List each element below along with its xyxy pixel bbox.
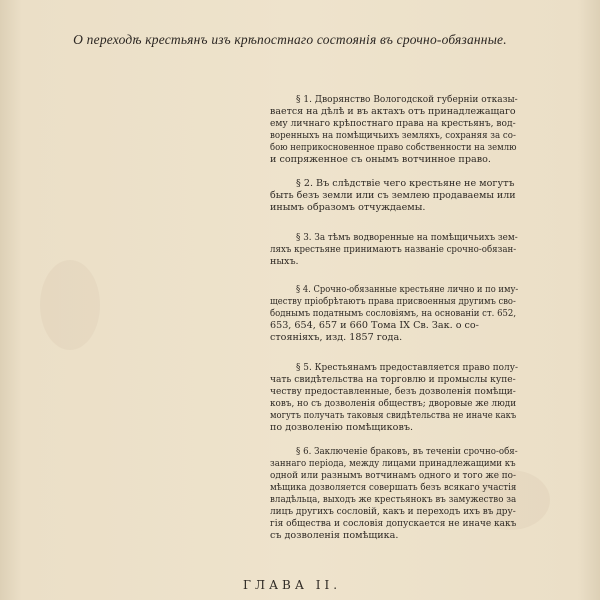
paragraph-line: по дозволенiю помѣщиковъ. (270, 422, 414, 433)
paragraph-line: § 3. За тѣмъ водворенные на помѣщичьихъ зем- (296, 232, 518, 243)
paragraph-line: бою неприкосновенное право собственности на землю (270, 142, 517, 153)
paragraph-line: честву предоставленные, безъ дозволенiя помѣщи- (270, 386, 516, 397)
paragraph-line: стоянiяхъ, изд. 1857 года. (270, 332, 403, 343)
paragraph-line: 653, 654, 657 и 660 Тома IX Св. Зак. о со- (270, 320, 479, 331)
paragraph-line: § 4. Срочно-обязанные крестьяне лично и по иму- (296, 284, 519, 295)
paragraph-line: ему личнаго крѣпостнаго права на крестьянъ, вод- (270, 118, 516, 129)
paper-stain (40, 260, 100, 350)
paragraph-line: гiя общества и сословiя допускается не иначе какъ (270, 518, 517, 529)
paragraph-line: лицъ другихъ сословiй, какъ и переходъ ихъ въ дру- (270, 506, 516, 517)
paragraph-line: ныхъ. (270, 256, 299, 267)
paragraph-line: владѣльца, выходъ же крестьянокъ въ замужество за (270, 494, 517, 505)
paragraph-line: ществу прiобрѣтаютъ права присвоенныя другимъ сво- (270, 296, 516, 307)
paragraph-line: § 1. Дворянство Вологодской губернiи отказы- (296, 94, 518, 105)
paragraph-line: § 5. Крестьянамъ предоставляется право полу- (296, 362, 518, 373)
paragraph-line: и сопряженное съ онымъ вотчинное право. (270, 154, 491, 165)
paragraph-line: могутъ получать таковыя свидѣтельства не иначе какъ (270, 410, 517, 421)
paragraph-line: заннаго перiода, между лицами принадлежащими къ (270, 458, 516, 469)
paragraph-line: ляхъ крестьяне принимаютъ названiе срочно-обязан- (270, 244, 517, 255)
paragraph-line: воренныхъ на помѣщичьихъ земляхъ, сохраняя за со- (270, 130, 516, 141)
paragraph-line: инымъ образомъ отчуждаемы. (270, 202, 426, 213)
paragraph-line: мѣщика дозволяется совершать безъ всякаго участiя (270, 482, 517, 493)
paragraph-line: § 6. Заключенiе браковъ, въ теченiи срочно-обя- (296, 446, 518, 457)
paragraph-line: боднымъ податнымъ сословiямъ, на основанiи ст. 652, (270, 308, 517, 319)
paragraph-line: съ дозволенiя помѣщика. (270, 530, 399, 541)
paragraph-line: вается на дѣлѣ и въ актахъ отъ принадлежащаго (270, 106, 516, 117)
chapter-heading: ГЛАВА II. (243, 578, 342, 592)
paragraph-line: одной или разнымъ вотчинамъ одного и того же по- (270, 470, 517, 481)
paragraph-line: ковъ, но съ дозволенiя обществъ; дворовые же люди (270, 398, 517, 409)
paragraph-line: § 2. Въ слѣдствiе чего крестьяне не могутъ (296, 178, 515, 189)
paragraph-line: быть безъ земли или съ землею продаваемы или (270, 190, 516, 201)
document-title: О переходѣ крестьянъ изъ крѣпостнаго состоянія въ срочно-обязанные. (73, 32, 507, 47)
paragraph-line: чать свидѣтельства на торговлю и промыслы купе- (270, 374, 516, 385)
